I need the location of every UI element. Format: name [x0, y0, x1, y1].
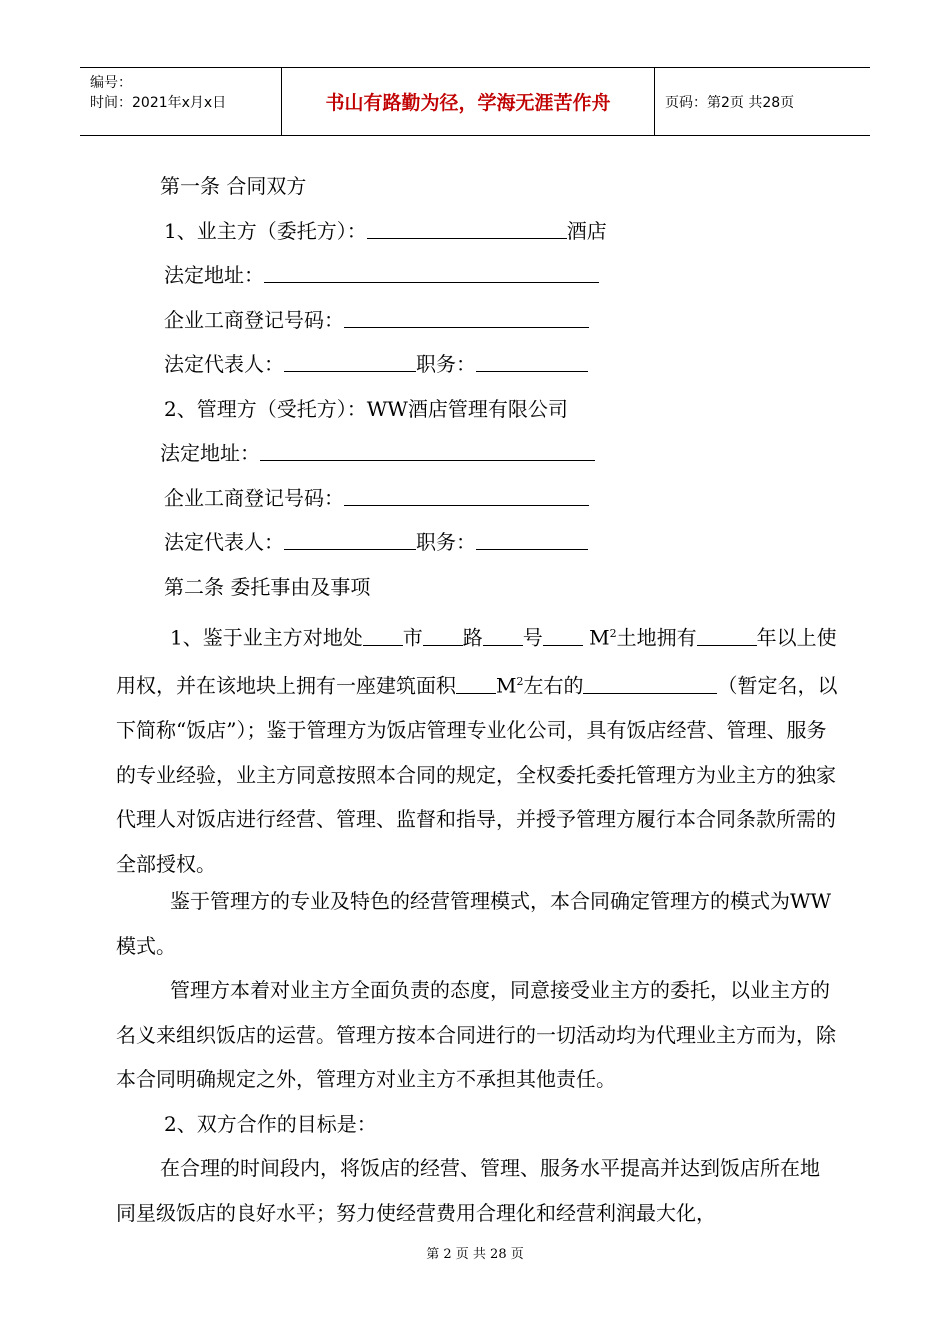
manager-reg-label: 企业工商登记号码： — [164, 486, 344, 510]
owner-address-blank[interactable] — [264, 262, 599, 283]
p1-city: 市 — [402, 625, 423, 650]
owner-suffix: 酒店 — [566, 219, 607, 243]
article2-paragraph-4 — [116, 1102, 838, 1147]
p1-use-right: 年以上使用权，并在该地块上拥有一座建筑面积 — [116, 625, 837, 698]
building-area-blank[interactable] — [456, 673, 496, 694]
article2-paragraph-3 — [116, 968, 838, 1102]
article2-title: 第二条 委托事由及事项 — [164, 575, 371, 599]
p1-body: （暂定名，以下简称“饭店”）；鉴于管理方为饭店管理专业化公司，具有饭店经营、管理、服务的专业经验，业主方同意按照本合同的规定，全权委托委托管理方为业主方的独家代理人对饭店进行经营、管理、监督和指导，并授予管理方履行本合同条款所需的全部授权。 — [116, 673, 838, 876]
manager-reg-line — [164, 484, 589, 512]
p1-unit-2: M — [496, 673, 517, 698]
land-area-blank[interactable] — [543, 625, 583, 646]
p1-road: 路 — [462, 625, 483, 650]
owner-reg-blank[interactable] — [344, 307, 589, 328]
owner-blank[interactable] — [367, 218, 567, 239]
manager-address-line — [160, 439, 595, 467]
article2-paragraph-1 — [116, 612, 838, 886]
p4-text: 2、双方合作的目标是： — [164, 1112, 377, 1136]
hotel-name-blank[interactable] — [583, 673, 705, 694]
header-meta — [80, 68, 282, 135]
manager-line: 2、管理方（受托方）：WW酒店管理有限公司 — [164, 397, 568, 421]
road-blank[interactable] — [423, 625, 463, 646]
manager-position-label: 职务： — [416, 530, 476, 554]
manager-rep-line — [164, 528, 588, 556]
article2-paragraph-2 — [116, 879, 838, 968]
manager-reg-blank[interactable] — [344, 485, 589, 506]
manager-position-blank[interactable] — [476, 529, 588, 550]
p1-unit: M — [589, 625, 610, 650]
p3-text: 管理方本着对业主方全面负责的态度，同意接受业主方的委托，以业主方的名义来组织饭店的运营。管理方按本合同进行的一切活动均为代理业主方而为，除本合同明确规定之外，管理方对业主方不承担其他责任。 — [116, 978, 836, 1091]
p1-approx: 左右的 — [523, 673, 584, 698]
years-blank[interactable] — [697, 625, 757, 646]
p1-unit-sup-2: 2 — [516, 675, 524, 689]
owner-line — [164, 217, 607, 245]
article1-title: 第一条 合同双方 — [160, 174, 307, 198]
manager-rep-label: 法定代表人： — [164, 530, 284, 554]
doc-number-label: 编号： — [90, 75, 132, 91]
owner-position-blank[interactable] — [476, 351, 588, 372]
number-blank[interactable] — [483, 625, 523, 646]
owner-reg-label: 企业工商登记号码： — [164, 308, 344, 332]
header-page-label: 页码：第2页 共28页 — [665, 94, 795, 111]
owner-position-label: 职务： — [416, 352, 476, 376]
hotel-name-blank-2[interactable] — [705, 673, 717, 694]
p2-text: 鉴于管理方的专业及特色的经营管理模式，本合同确定管理方的模式为WW模式。 — [116, 889, 832, 958]
owner-rep-blank[interactable] — [284, 351, 416, 372]
p5-text: 在合理的时间段内，将饭店的经营、管理、服务水平提高并达到饭店所在地同星级饭店的良好水平；努力使经营费用合理化和经营利润最大化， — [116, 1156, 820, 1225]
p1-intro: 1、鉴于业主方对地处 — [170, 625, 363, 650]
doc-time-label: 时间：2021年x月x日 — [90, 95, 227, 111]
page-header — [80, 67, 870, 136]
manager-address-label: 法定地址： — [160, 441, 260, 465]
owner-reg-line — [164, 306, 589, 334]
p1-unit-sup: 2 — [609, 627, 617, 640]
owner-address-label: 法定地址： — [164, 263, 264, 287]
owner-address-line — [164, 261, 599, 289]
p1-no: 号 — [522, 625, 543, 650]
page-footer: 第 2 页 共 28 页 — [426, 1247, 524, 1262]
article2-paragraph-5 — [116, 1146, 838, 1235]
owner-rep-label: 法定代表人： — [164, 352, 284, 376]
manager-rep-blank[interactable] — [284, 529, 416, 550]
owner-rep-line — [164, 350, 588, 378]
manager-address-blank[interactable] — [260, 440, 595, 461]
city-blank[interactable] — [363, 625, 403, 646]
owner-label: 1、业主方（委托方）： — [164, 219, 367, 243]
p1-land: 土地拥有 — [616, 625, 697, 650]
header-motto: 书山有路勤为径，学海无涯苦作舟 — [282, 68, 655, 135]
